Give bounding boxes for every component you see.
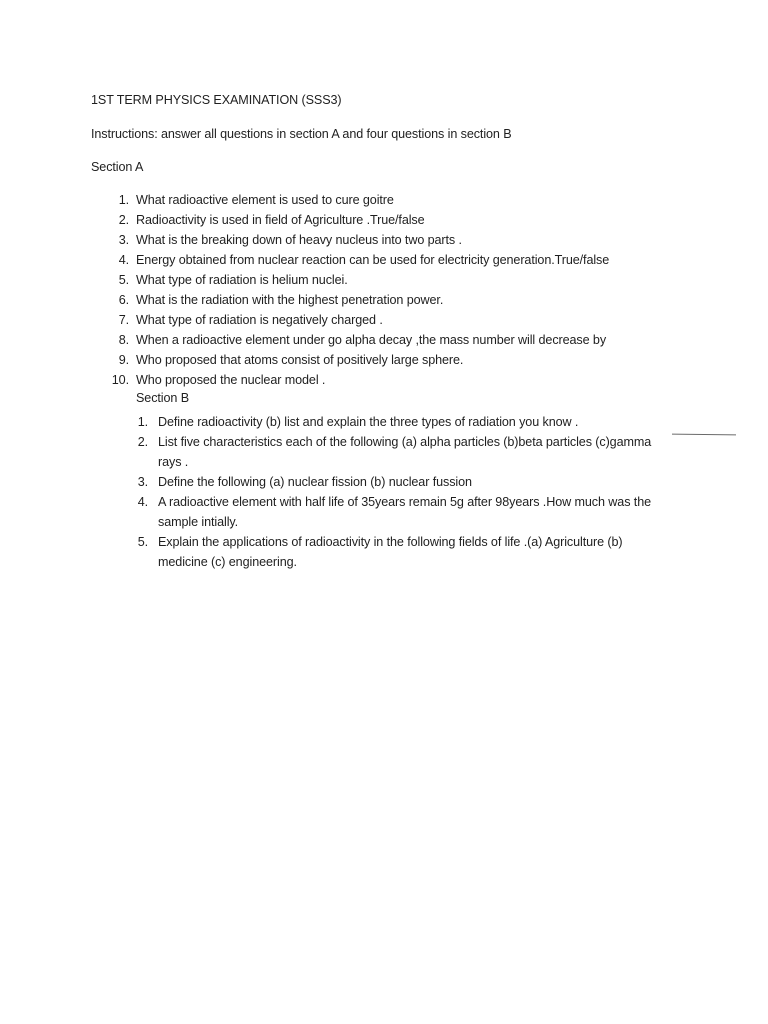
question-number: 1. [118,193,129,207]
question-text: A radioactive element with half life of 35years remain 5g after 98years .How much was the sample intially. [158,495,651,529]
question-number: 3. [137,475,148,489]
question-number: 8. [118,333,129,347]
question-text: What type of radiation is helium nuclei. [136,273,348,287]
question-number: 2. [118,213,129,227]
section-b-question-list [128,412,673,572]
section-b-question [128,492,673,532]
question-text: Who proposed that atoms consist of positively large sphere. [136,353,464,367]
question-number: 5. [118,273,129,287]
instructions-text: Instructions: answer all questions in section A and four questions in section B [91,127,512,141]
question-text: When a radioactive element under go alpha decay ,the mass number will decrease by [136,333,607,347]
question-text: What is the radiation with the highest penetration power. [136,293,444,307]
question-number: 4. [137,495,148,509]
question-number: 3. [118,233,129,247]
question-text: Who proposed the nuclear model . [136,373,326,387]
question-number: 2. [137,435,148,449]
question-text: What type of radiation is negatively charged . [136,313,383,327]
question-text: What is the breaking down of heavy nucleus into two parts . [136,233,462,247]
question-text: List five characteristics each of the following (a) alpha particles (b)beta particles (c)gamma rays . [158,435,652,469]
question-number: 6. [118,293,129,307]
question-text: Energy obtained from nuclear reaction can be used for electricity generation.True/false [136,253,610,267]
question-text: Radioactivity is used in field of Agriculture .True/false [136,213,425,227]
question-text: Explain the applications of radioactivity in the following fields of life .(a) Agriculture (b) medicine (c) engineering. [158,535,623,569]
section-b-question [128,412,673,432]
section-a-heading: Section A [91,160,144,174]
stray-pen-line [672,434,736,436]
question-number: 4. [118,253,129,267]
exam-title: 1ST TERM PHYSICS EXAMINATION (SSS3) [91,93,342,107]
question-number: 7. [118,313,129,327]
question-text: Define the following (a) nuclear fission (b) nuclear fussion [158,475,472,489]
question-number: 10. [111,373,129,387]
section-b-question [128,472,673,492]
question-number: 9. [118,353,129,367]
question-number: 5. [137,535,148,549]
section-b-heading: Section B [136,391,190,405]
section-b-question [128,432,673,472]
question-number: 1. [137,415,148,429]
question-text: What radioactive element is used to cure goitre [136,193,394,207]
question-text: Define radioactivity (b) list and explain the three types of radiation you know . [158,415,579,429]
section-b-question [128,532,673,572]
